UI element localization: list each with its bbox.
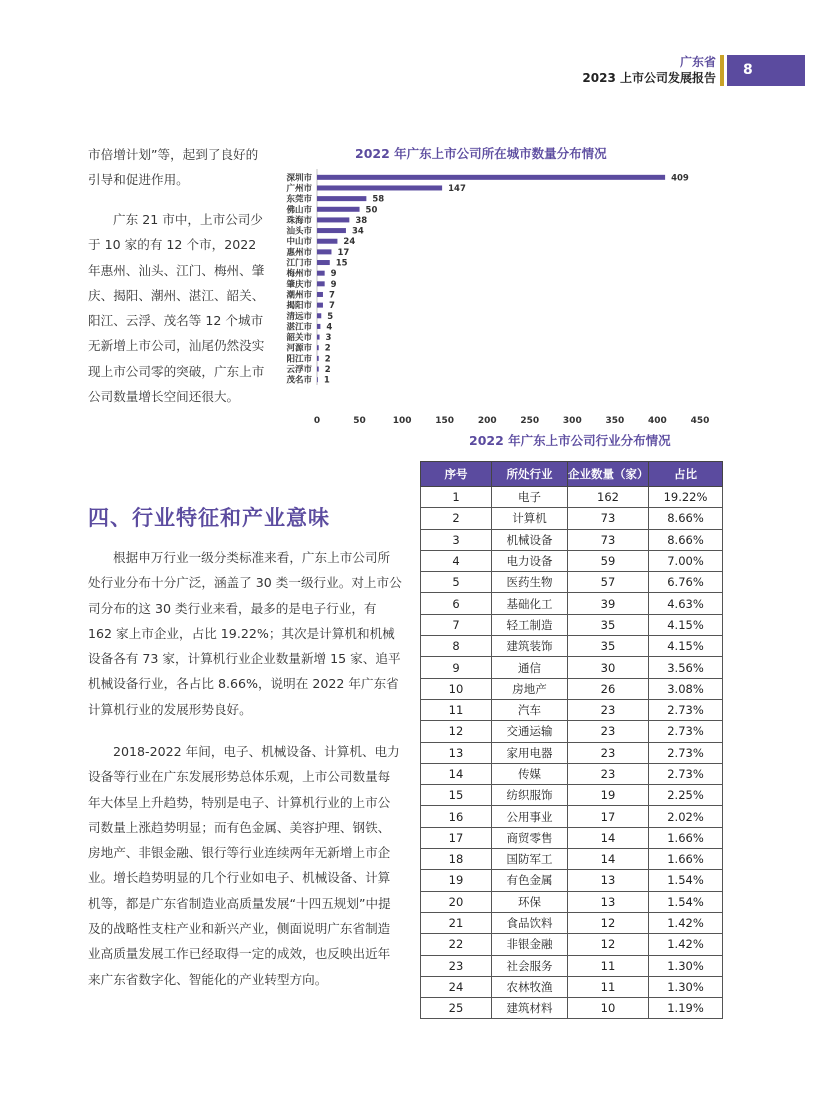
table-cell: 7.00%	[649, 550, 723, 571]
table-cell: 食品饮料	[492, 912, 568, 933]
bar	[317, 281, 325, 286]
table-row	[421, 699, 723, 720]
bar	[317, 175, 665, 180]
header-divider	[720, 55, 724, 86]
table-row	[421, 529, 723, 550]
table-header-cell: 企业数量（家）	[568, 462, 649, 487]
header-province: 广东省	[679, 55, 716, 69]
table-row	[421, 614, 723, 635]
bar	[317, 303, 323, 308]
table-cell: 73	[568, 529, 649, 550]
table-cell: 4.15%	[649, 636, 723, 657]
category-label: 韶关市	[286, 333, 312, 344]
table-row	[421, 508, 723, 529]
table-cell: 35	[568, 614, 649, 635]
table-cell: 2.73%	[649, 721, 723, 742]
table-cell: 14	[568, 827, 649, 848]
x-tick-label: 250	[520, 416, 540, 426]
table-cell: 社会服务	[492, 955, 568, 976]
table-cell: 传媒	[492, 763, 568, 784]
table-row	[421, 976, 723, 997]
table-cell: 21	[421, 912, 492, 933]
table-cell: 4	[421, 550, 492, 571]
bar	[317, 217, 349, 222]
category-label: 潮州市	[286, 290, 312, 301]
x-tick-label: 350	[605, 416, 625, 426]
table-row	[421, 636, 723, 657]
table-cell: 1.66%	[649, 849, 723, 870]
bar	[317, 260, 330, 265]
table-cell: 1.30%	[649, 976, 723, 997]
paragraph-intro-tail	[88, 142, 270, 193]
page-number: 8	[727, 55, 805, 86]
table-cell: 1.66%	[649, 827, 723, 848]
table-cell: 商贸零售	[492, 827, 568, 848]
x-tick-label: 100	[392, 416, 412, 426]
table-cell: 环保	[492, 891, 568, 912]
table-cell: 1.42%	[649, 912, 723, 933]
bar	[317, 239, 337, 244]
bar	[317, 196, 366, 201]
bar	[317, 367, 319, 372]
table-cell: 2.02%	[649, 806, 723, 827]
bar	[317, 185, 442, 190]
table-row	[421, 849, 723, 870]
table-cell: 13	[568, 870, 649, 891]
table-row	[421, 870, 723, 891]
table-cell: 16	[421, 806, 492, 827]
bar	[317, 324, 320, 329]
table-cell: 17	[421, 827, 492, 848]
table-cell: 电子	[492, 487, 568, 508]
table-cell: 14	[421, 763, 492, 784]
table-cell: 3.56%	[649, 657, 723, 678]
category-label: 江门市	[286, 258, 312, 269]
bar	[317, 377, 318, 382]
data-label: 24	[343, 237, 356, 248]
table-cell: 30	[568, 657, 649, 678]
table-row	[421, 763, 723, 784]
category-label: 肇庆市	[286, 279, 312, 290]
table-cell: 基础化工	[492, 593, 568, 614]
category-label: 梅州市	[286, 269, 312, 280]
category-label: 深圳市	[286, 173, 312, 184]
table-cell: 18	[421, 849, 492, 870]
table-header-row	[421, 462, 723, 487]
table-cell: 12	[568, 934, 649, 955]
paragraph-text: 2018-2022 年间，电子、机械设备、计算机、电力设备等行业在广东发展形势总体乐观，上市公司数量每年大体呈上升趋势，特别是电子、计算机行业的上市公司数量上涨趋势明显；而有色金属、美容护理、钢铁、房地产、非银金融、银行等行业连续两年无新增上市企业。增长趋势明显的几个行业如电子、机械设备、计算机等，都是广东省制造业高质量发展“十四五规划”中提及的战略性支柱产业和新兴产业，侧面说明广东省制造业高质量发展工作已经取得一定的成效，也反映出近年来广东省数字化、智能化的产业转型方向。	[88, 744, 400, 987]
data-label: 50	[365, 205, 378, 216]
x-tick-label: 300	[562, 416, 582, 426]
bar	[317, 345, 319, 350]
bar	[317, 313, 321, 318]
category-label: 东莞市	[286, 194, 312, 205]
table-row	[421, 657, 723, 678]
table-cell: 1.54%	[649, 891, 723, 912]
data-label: 9	[330, 269, 337, 280]
paragraph-industry-distribution	[88, 545, 402, 722]
table-cell: 11	[421, 699, 492, 720]
bar	[317, 271, 325, 276]
table-cell: 23	[568, 763, 649, 784]
table-cell: 通信	[492, 657, 568, 678]
data-label: 2	[324, 365, 331, 376]
table-cell: 建筑装饰	[492, 636, 568, 657]
city-bar-chart	[270, 166, 720, 428]
table-cell: 计算机	[492, 508, 568, 529]
table-row	[421, 827, 723, 848]
table-cell: 15	[421, 785, 492, 806]
industry-table	[420, 461, 723, 1019]
table-cell: 交通运输	[492, 721, 568, 742]
table-row	[421, 721, 723, 742]
x-tick-label: 200	[477, 416, 497, 426]
paragraph-text: 根据申万行业一级分类标准来看，广东上市公司所处行业分布十分广泛，涵盖了 30 类一级行业。对上市公司分布的这 30 类行业来看，最多的是电子行业，有 162 家上市企业，占比 19.22%；其次是计算机和机械设备各有 73 家，计算机行业企业数量新增 15 家、追平机械设备行业，各占比 8.66%，说明在 2022 年广东省计算机行业的发展形势良好。	[88, 550, 402, 717]
data-label: 38	[355, 215, 368, 226]
table-row	[421, 593, 723, 614]
table-cell: 汽车	[492, 699, 568, 720]
x-tick-label: 150	[435, 416, 455, 426]
table-cell: 医药生物	[492, 572, 568, 593]
table-cell: 25	[421, 998, 492, 1019]
table-cell: 轻工制造	[492, 614, 568, 635]
table-row	[421, 487, 723, 508]
table-cell: 10	[568, 998, 649, 1019]
table-cell: 23	[568, 721, 649, 742]
category-label: 汕头市	[286, 226, 312, 237]
table-cell: 14	[568, 849, 649, 870]
data-label: 2	[324, 354, 331, 365]
table-cell: 8.66%	[649, 529, 723, 550]
table-cell: 国防军工	[492, 849, 568, 870]
table-cell: 2.73%	[649, 699, 723, 720]
table-cell: 23	[421, 955, 492, 976]
table-cell: 纺织服饰	[492, 785, 568, 806]
table-cell: 1.30%	[649, 955, 723, 976]
x-tick-label: 400	[648, 416, 667, 426]
bar	[317, 249, 331, 254]
category-label: 云浮市	[286, 365, 312, 376]
table-cell: 9	[421, 657, 492, 678]
category-label: 阳江市	[286, 354, 312, 365]
category-label: 茂名市	[286, 375, 312, 386]
table-cell: 11	[568, 955, 649, 976]
category-label: 惠州市	[286, 247, 312, 258]
table-cell: 3.08%	[649, 678, 723, 699]
table-cell: 19.22%	[649, 487, 723, 508]
table-header-cell: 占比	[649, 462, 723, 487]
table-cell: 2.73%	[649, 742, 723, 763]
table-row	[421, 955, 723, 976]
page-header	[582, 54, 716, 86]
table-cell: 39	[568, 593, 649, 614]
table-cell: 11	[568, 976, 649, 997]
data-label: 4	[326, 322, 333, 333]
industry-table-title: 2022 年广东上市公司行业分布情况	[469, 433, 671, 448]
header-report-title: 2023 上市公司发展报告	[582, 71, 716, 85]
paragraph-text: 市倍增计划”等，起到了良好的引导和促进作用。	[88, 147, 259, 188]
category-label: 佛山市	[286, 205, 312, 216]
section-title: 四、行业特征和产业意味	[88, 506, 330, 530]
table-cell: 24	[421, 976, 492, 997]
table-cell: 2.25%	[649, 785, 723, 806]
table-row	[421, 934, 723, 955]
table-row	[421, 572, 723, 593]
table-cell: 59	[568, 550, 649, 571]
table-cell: 3	[421, 529, 492, 550]
table-cell: 17	[568, 806, 649, 827]
table-cell: 5	[421, 572, 492, 593]
table-cell: 4.15%	[649, 614, 723, 635]
table-cell: 1.54%	[649, 870, 723, 891]
table-row	[421, 806, 723, 827]
table-cell: 2	[421, 508, 492, 529]
table-row	[421, 998, 723, 1019]
x-tick-label: 0	[313, 416, 321, 426]
table-row	[421, 891, 723, 912]
table-cell: 12	[568, 912, 649, 933]
table-cell: 19	[568, 785, 649, 806]
table-cell: 机械设备	[492, 529, 568, 550]
paragraph-cities	[88, 207, 270, 409]
data-label: 147	[448, 183, 466, 194]
data-label: 1	[323, 375, 330, 386]
table-cell: 非银金融	[492, 934, 568, 955]
data-label: 7	[328, 290, 335, 301]
table-cell: 4.63%	[649, 593, 723, 614]
paragraph-text: 广东 21 市中，上市公司少于 10 家的有 12 个市，2022 年惠州、汕头、江门、梅州、肇庆、揭阳、潮州、湛江、韶关、阳江、云浮、茂名等 12 个城市无新增上市公司，汕尾仍然没实现上市公司零的突破，广东上市公司数量增长空间还很大。	[88, 212, 265, 405]
table-cell: 公用事业	[492, 806, 568, 827]
data-label: 409	[671, 173, 689, 184]
data-label: 2	[324, 343, 331, 354]
category-label: 河源市	[286, 343, 312, 354]
bar	[317, 292, 323, 297]
category-label: 中山市	[286, 237, 312, 248]
table-cell: 2.73%	[649, 763, 723, 784]
table-cell: 8	[421, 636, 492, 657]
table-cell: 10	[421, 678, 492, 699]
table-cell: 12	[421, 721, 492, 742]
table-cell: 房地产	[492, 678, 568, 699]
city-chart-title: 2022 年广东上市公司所在城市数量分布情况	[355, 146, 607, 161]
table-cell: 13	[421, 742, 492, 763]
table-cell: 1	[421, 487, 492, 508]
table-cell: 1.42%	[649, 934, 723, 955]
data-label: 3	[325, 333, 332, 344]
data-label: 7	[328, 301, 335, 312]
table-cell: 26	[568, 678, 649, 699]
table-header-cell: 所处行业	[492, 462, 568, 487]
bar	[317, 207, 360, 212]
table-cell: 35	[568, 636, 649, 657]
table-cell: 家用电器	[492, 742, 568, 763]
category-label: 湛江市	[286, 322, 312, 333]
x-tick-label: 50	[353, 416, 366, 426]
table-cell: 22	[421, 934, 492, 955]
x-tick-label: 450	[690, 416, 710, 426]
table-cell: 20	[421, 891, 492, 912]
table-cell: 6	[421, 593, 492, 614]
table-cell: 6.76%	[649, 572, 723, 593]
data-label: 58	[372, 194, 385, 205]
table-cell: 8.66%	[649, 508, 723, 529]
data-label: 5	[327, 311, 334, 322]
table-cell: 农林牧渔	[492, 976, 568, 997]
bar	[317, 356, 319, 361]
data-label: 34	[351, 226, 364, 237]
table-cell: 电力设备	[492, 550, 568, 571]
table-cell: 23	[568, 699, 649, 720]
table-cell: 162	[568, 487, 649, 508]
category-label: 清远市	[286, 311, 312, 322]
table-cell: 1.19%	[649, 998, 723, 1019]
table-header-cell: 序号	[421, 462, 492, 487]
data-label: 9	[330, 279, 337, 290]
bar	[317, 228, 346, 233]
table-row	[421, 550, 723, 571]
paragraph-industry-trend	[88, 739, 402, 992]
category-label: 广州市	[286, 183, 312, 194]
table-cell: 有色金属	[492, 870, 568, 891]
data-label: 15	[335, 258, 348, 269]
table-cell: 57	[568, 572, 649, 593]
table-row	[421, 785, 723, 806]
table-cell: 7	[421, 614, 492, 635]
table-cell: 19	[421, 870, 492, 891]
table-cell: 23	[568, 742, 649, 763]
category-label: 珠海市	[286, 215, 312, 226]
table-cell: 73	[568, 508, 649, 529]
data-label: 17	[337, 247, 350, 258]
table-row	[421, 678, 723, 699]
table-row	[421, 912, 723, 933]
category-label: 揭阳市	[286, 301, 312, 312]
table-cell: 建筑材料	[492, 998, 568, 1019]
bar	[317, 335, 320, 340]
table-cell: 13	[568, 891, 649, 912]
table-row	[421, 742, 723, 763]
